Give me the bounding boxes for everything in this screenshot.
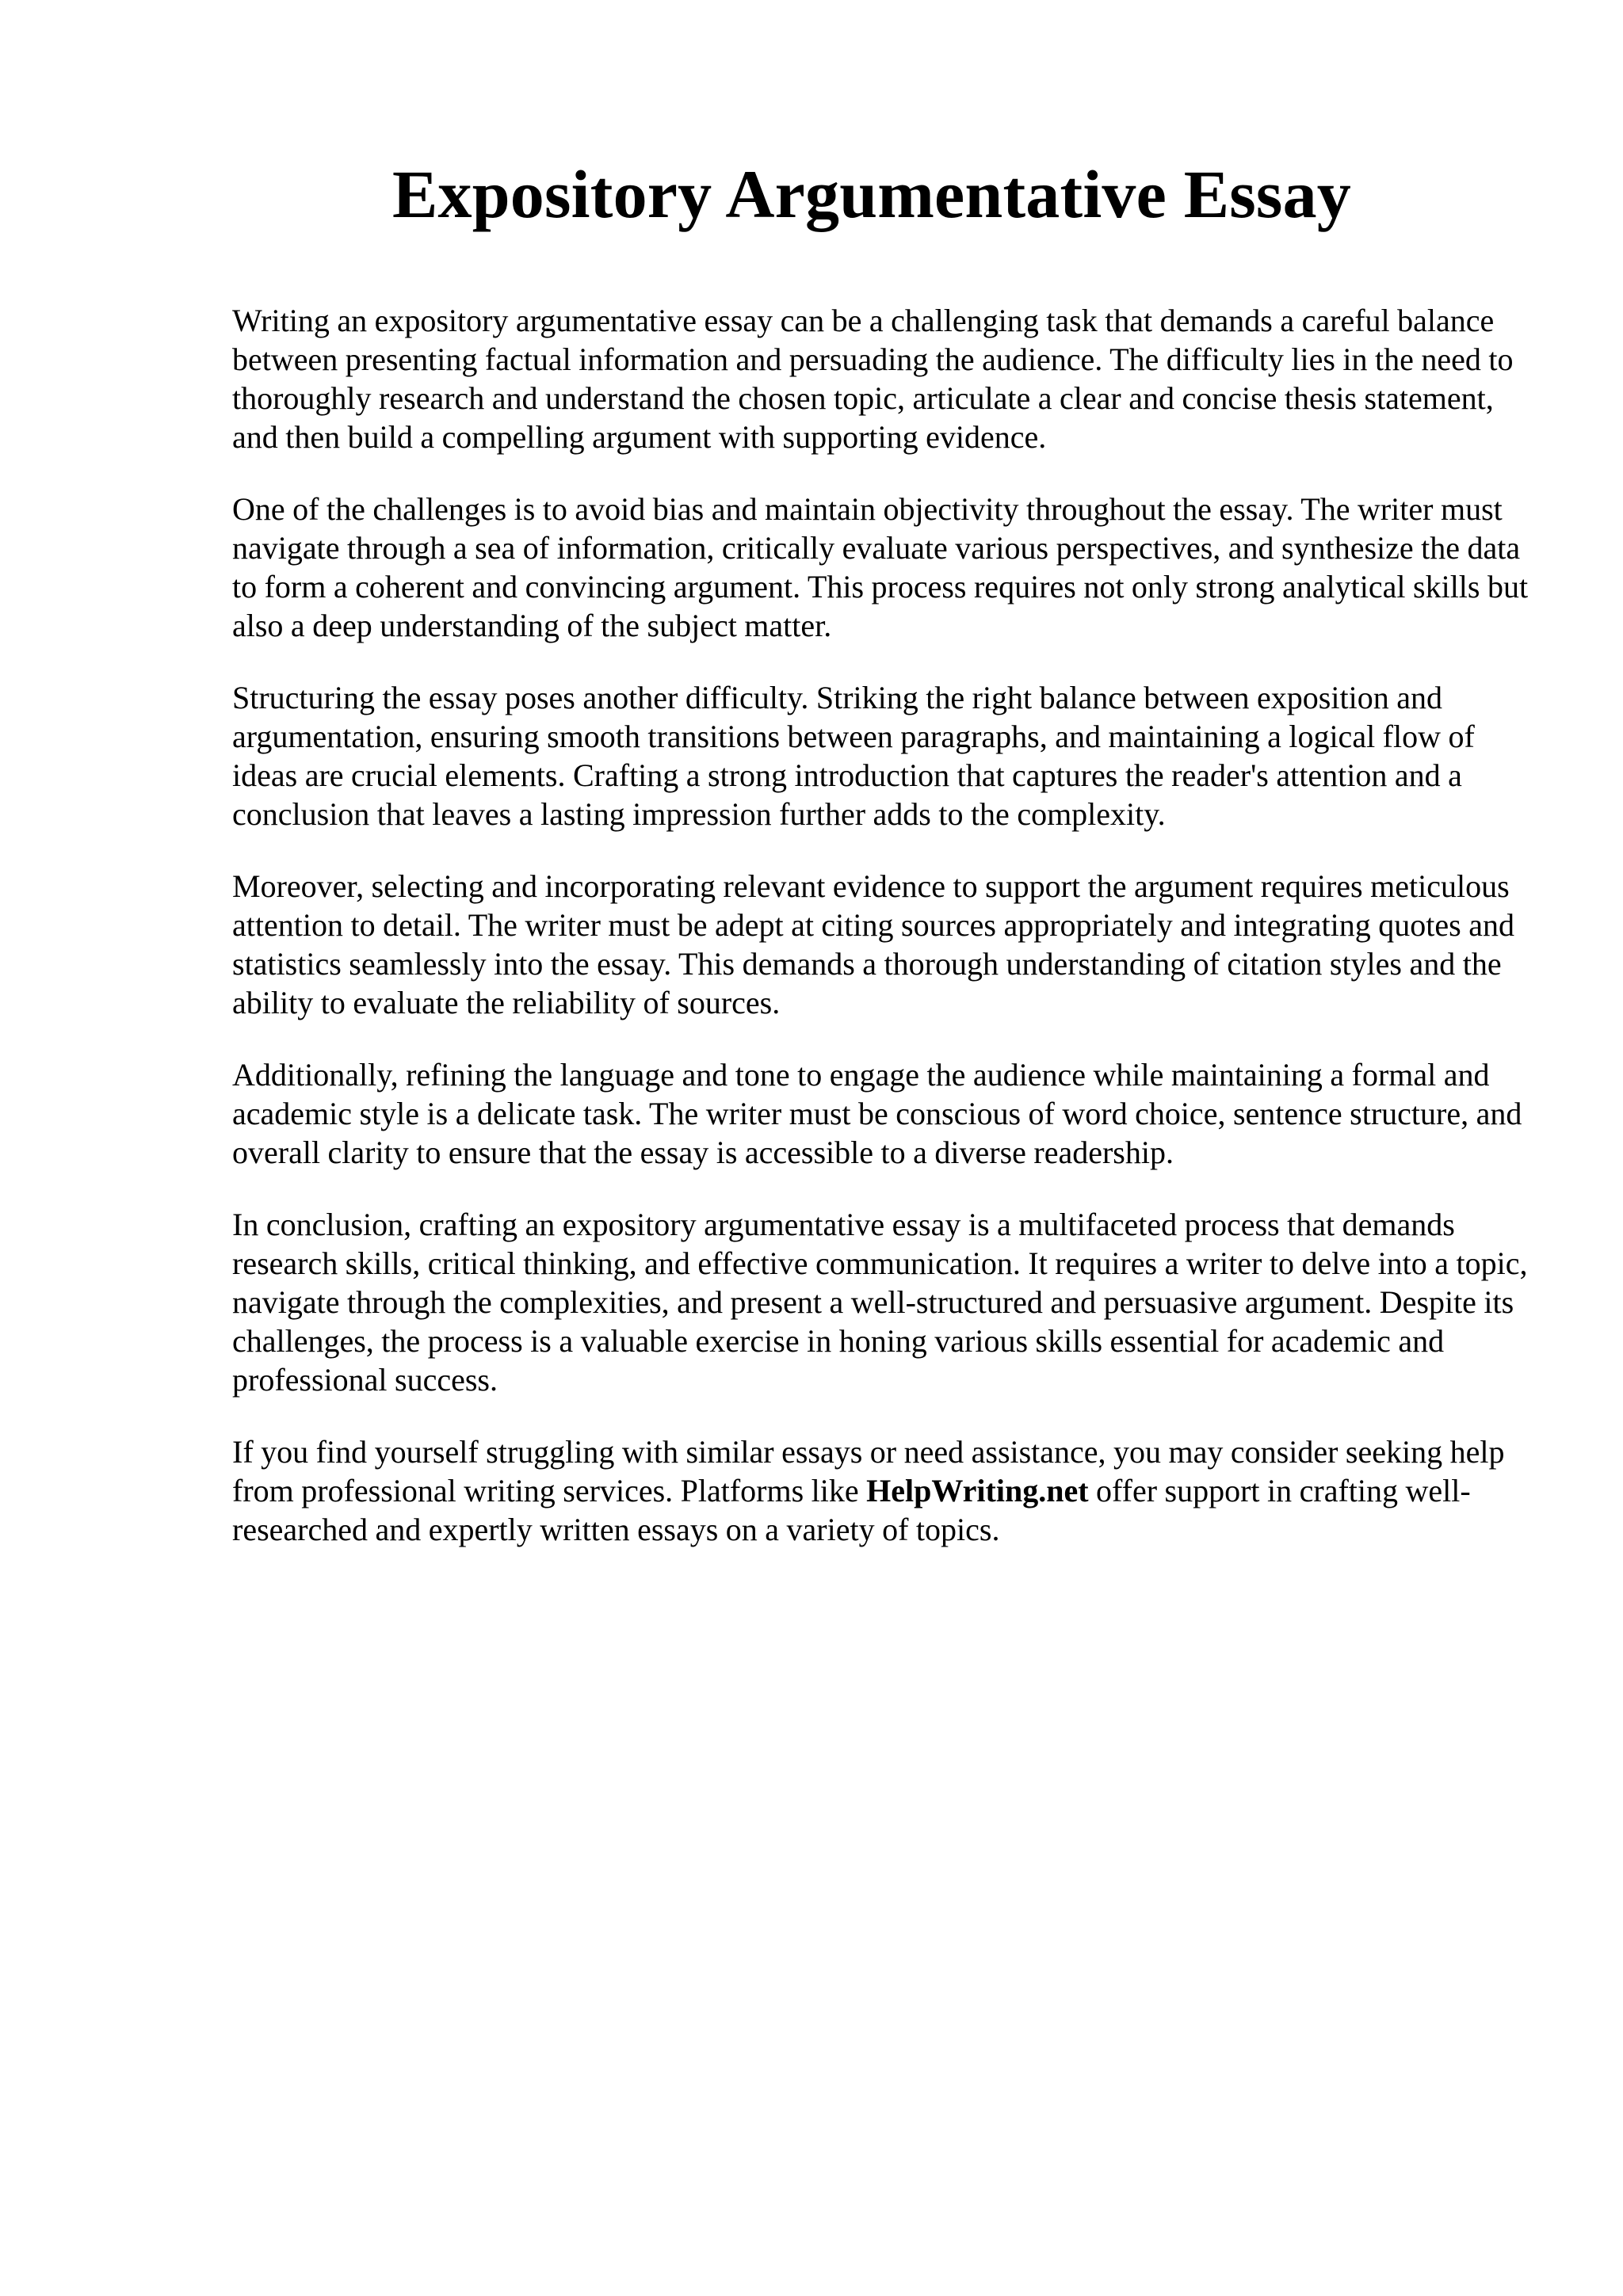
paragraph-2: One of the challenges is to avoid bias and maintain objectivity throughout the essay. The writer must navigate through a sea of information, critically evaluate various perspectives, and synthesize the data to form a coherent and convincing argument. This process requires not only strong analytical skills but also a deep understanding of the subject matter.: [232, 491, 1529, 643]
paragraph-4: Moreover, selecting and incorporating relevant evidence to support the argument requires meticulous attention to detail. The writer must be adept at citing sources appropriately and integrating quotes and statistics seamlessly into the essay. This demands a thorough understanding of citation styles and the ability to evaluate the reliability of sources.: [232, 868, 1514, 1020]
paragraph-7-after: offer support in crafting well-researched and expertly written essays on a variety of topics.: [232, 1473, 1471, 1547]
paragraph-7: [232, 1432, 1532, 1549]
document-body: [232, 301, 1532, 1582]
paragraph-6: In conclusion, crafting an expository argumentative essay is a multifaceted process that demands research skills, critical thinking, and effective communication. It requires a writer to delve into a topic, navigate through the complexities, and present a well-structured and persuasive argument. Despite its challenges, the process is a valuable exercise in honing various skills essential for academic and professional success.: [232, 1207, 1528, 1398]
document-title: Expository Argumentative Essay: [392, 156, 1351, 232]
paragraph-5: Additionally, refining the language and tone to engage the audience while maintaining a formal and academic style is a delicate task. The writer must be conscious of word choice, sentence structure, and overall clarity to ensure that the essay is accessible to a diverse readership.: [232, 1057, 1522, 1170]
brand-name: HelpWriting.net: [866, 1473, 1089, 1508]
paragraph-3: Structuring the essay poses another difficulty. Striking the right balance between exposition and argumentation, ensuring smooth transitions between paragraphs, and maintaining a logical flow of ideas are crucial elements. Crafting a strong introduction that captures the reader's attention and a conclusion that leaves a lasting impression further adds to the complexity.: [232, 680, 1475, 832]
paragraph-1: Writing an expository argumentative essay can be a challenging task that demands a careful balance between presenting factual information and persuading the audience. The difficulty lies in the need to thoroughly research and understand the chosen topic, articulate a clear and concise thesis statement, and then build a compelling argument with supporting evidence.: [232, 303, 1514, 455]
paragraph-7-before: If you find yourself struggling with similar essays or need assistance, you may consider seeking help from professional writing services. Platforms like: [232, 1434, 1505, 1508]
